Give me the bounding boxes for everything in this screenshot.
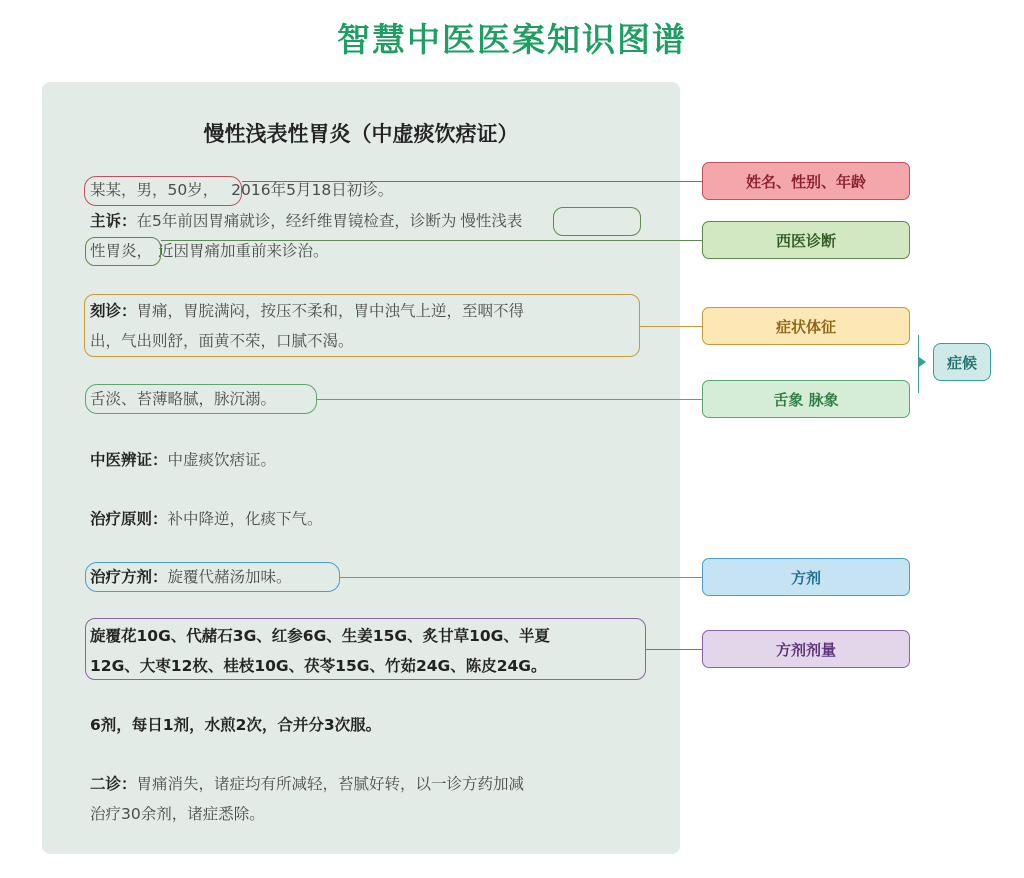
principle-text: 补中降逆，化痰下气。	[167, 510, 323, 528]
formula-highlight	[85, 562, 340, 592]
syndrome-line	[90, 450, 276, 470]
tag-prescription-dosage: 方剂剂量	[702, 630, 910, 668]
dosage-highlight	[85, 618, 646, 680]
connector-tongue	[317, 399, 702, 400]
diagnosis-highlight-2	[85, 237, 161, 266]
tag-symptoms-signs: 症状体征	[702, 307, 910, 345]
syndrome-label: 中医辨证：	[90, 451, 168, 469]
connector-dosage	[646, 649, 702, 650]
connector-name	[242, 181, 702, 182]
followup-text-2: 治疗30余剂，诸症悉除。	[90, 805, 265, 823]
tag-symptom-group: 症候	[933, 343, 991, 381]
connector-western	[161, 240, 702, 241]
usage-line	[90, 715, 381, 735]
visit-date: 2016年5月18日初诊。	[231, 181, 394, 199]
tag-western-diagnosis: 西医诊断	[702, 221, 910, 259]
formula-text: 旋覆代赭汤加味。	[167, 568, 292, 586]
principle-label: 治疗原则：	[90, 510, 168, 528]
followup-line-1	[90, 774, 524, 794]
complaint-line-1	[90, 211, 522, 231]
syndrome-text: 中虚痰饮痞证。	[167, 451, 277, 469]
followup-text-1: 胃痛消失，诸症均有所减轻，苔腻好转，以一诊方药加减	[136, 775, 525, 793]
page-title: 智慧中医医案知识图谱	[337, 20, 687, 59]
exam-label: 刻诊：	[90, 302, 137, 320]
complaint-label: 主诉：	[90, 212, 137, 230]
diagnosis-text-2: 性胃炎，	[90, 242, 153, 260]
patient-highlight	[84, 176, 242, 206]
principle-line	[90, 509, 323, 529]
tongue-pulse-highlight	[85, 384, 317, 414]
dosage-text-1: 旋覆花10G、代赭石3G、红参6G、生姜15G、炙甘草10G、半夏	[90, 627, 550, 645]
case-title: 慢性浅表性胃炎（中虚痰饮痞证）	[203, 122, 519, 146]
dosage-text-2: 12G、大枣12枚、桂枝10G、茯苓15G、竹茹24G、陈皮24G。	[90, 657, 547, 675]
exam-text-2: 出，气出则舒，面黄不荣，口腻不渴。	[90, 332, 354, 350]
followup-label: 二诊：	[90, 775, 137, 793]
formula-label: 治疗方剂：	[90, 568, 168, 586]
followup-line-2	[90, 804, 265, 824]
complaint-text-1: 在5年前因胃痛就诊，经纤维胃镜检查，诊断为	[136, 212, 457, 230]
tongue-pulse-text: 舌淡、苔薄略腻，脉沉溺。	[90, 390, 277, 408]
tag-tongue-pulse: 舌象 脉象	[702, 380, 910, 418]
tag-prescription: 方剂	[702, 558, 910, 596]
complaint-text-2: 近因胃痛加重前来诊治。	[158, 242, 329, 260]
exam-text-1: 胃痛，胃脘满闷，按压不柔和，胃中浊气上逆，至咽不得	[136, 302, 525, 320]
connector-symptoms	[640, 326, 702, 327]
group-arrow-icon	[919, 357, 926, 367]
exam-highlight	[84, 294, 640, 357]
diagnosis-highlight-1	[553, 207, 641, 236]
patient-info: 某某，男，50岁，	[90, 181, 219, 199]
tag-name-gender-age: 姓名、性别、年龄	[702, 162, 910, 200]
diagnosis-text-1: 慢性浅表	[460, 212, 523, 230]
connector-formula	[340, 577, 702, 578]
usage-text: 6剂，每日1剂，水煎2次，合并分3次服。	[90, 716, 382, 734]
